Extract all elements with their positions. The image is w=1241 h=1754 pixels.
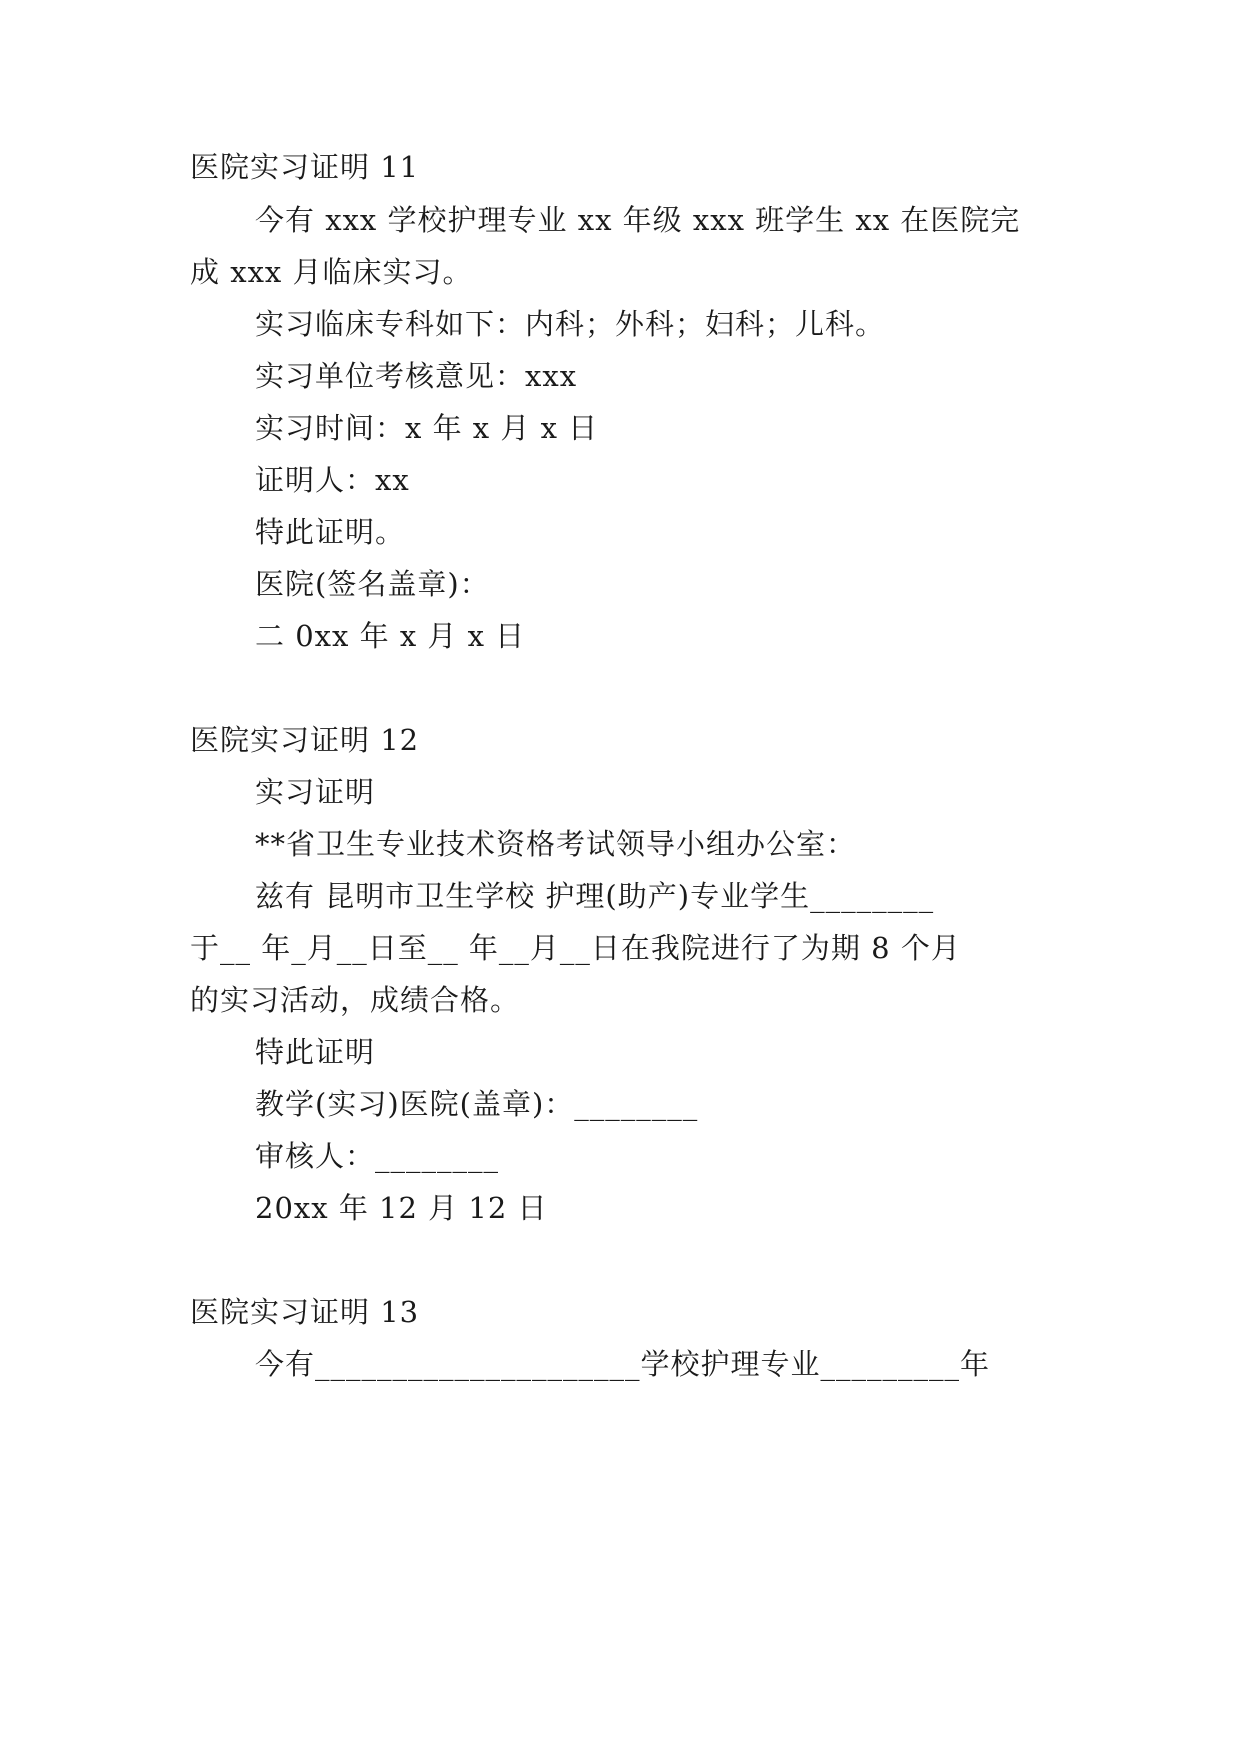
paragraph-line: 兹有 昆明市卫生学校 护理(助产)专业学生________ xyxy=(255,879,935,913)
paragraph-line: 的实习活动，成绩合格。 xyxy=(190,983,521,1017)
paragraph-line: 二 0xx 年 x 月 x 日 xyxy=(255,619,526,653)
paragraph-line: 今有_____________________学校护理专业_________年 xyxy=(255,1347,991,1381)
paragraph-line: 实习单位考核意见：xxx xyxy=(255,359,578,393)
section-title: 医院实习证明 13 xyxy=(190,1295,420,1329)
paragraph-line: 于__ 年_月__日至__ 年__月__日在我院进行了为期 8 个月 xyxy=(190,931,961,965)
section-title: 医院实习证明 12 xyxy=(190,723,420,757)
paragraph-line: 特此证明 xyxy=(255,1035,376,1069)
paragraph-line: 医院(签名盖章)： xyxy=(255,567,490,601)
paragraph-line: 实习证明 xyxy=(255,775,376,809)
paragraph-line: 今有 xxx 学校护理专业 xx 年级 xxx 班学生 xx 在医院完 xyxy=(255,203,1021,237)
paragraph-line: 实习临床专科如下：内科；外科；妇科；儿科。 xyxy=(255,307,886,341)
paragraph-line: 实习时间：x 年 x 月 x 日 xyxy=(255,411,599,445)
paragraph-line: **省卫生专业技术资格考试领导小组办公室： xyxy=(255,827,857,861)
paragraph-line: 特此证明。 xyxy=(255,515,406,549)
paragraph-line: 20xx 年 12 月 12 日 xyxy=(255,1191,548,1225)
paragraph-line: 教学(实习)医院(盖章)：________ xyxy=(255,1087,699,1121)
paragraph-line: 审核人：________ xyxy=(255,1139,500,1173)
section-title: 医院实习证明 11 xyxy=(190,150,420,184)
paragraph-line: 成 xxx 月临床实习。 xyxy=(190,255,473,289)
paragraph-line: 证明人：xx xyxy=(255,463,410,497)
